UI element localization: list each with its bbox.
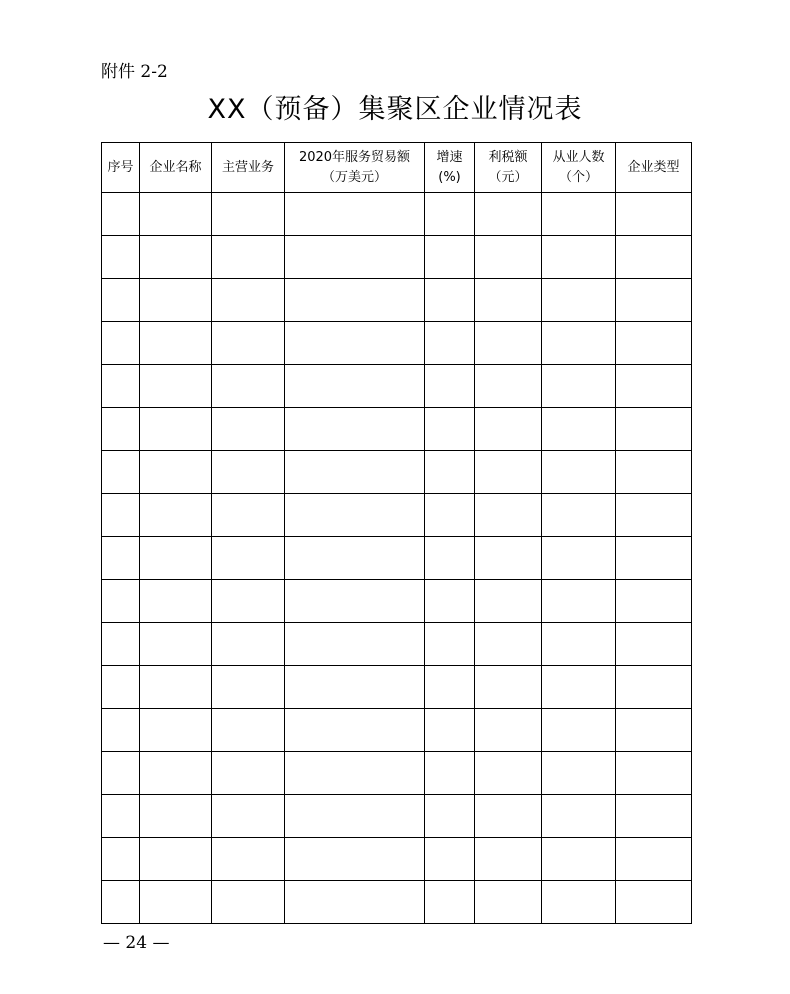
table-cell[interactable] [212,623,285,666]
table-cell[interactable] [285,365,425,408]
table-cell[interactable] [212,322,285,365]
table-cell[interactable] [102,279,140,322]
table-row [102,709,692,752]
table-cell[interactable] [616,623,692,666]
company-info-table [101,142,692,924]
table-cell[interactable] [616,322,692,365]
table-cell[interactable] [616,236,692,279]
table-cell[interactable] [475,709,542,752]
table-cell[interactable] [102,752,140,795]
table-cell[interactable] [542,537,616,580]
table-cell[interactable] [542,494,616,537]
column-header-employee-count: 从业人数 （个） [542,143,616,193]
table-row [102,494,692,537]
table-cell[interactable] [425,881,475,924]
table-cell[interactable] [616,795,692,838]
column-header-growth-rate: 增速 (%) [425,143,475,193]
table-cell[interactable] [285,838,425,881]
table-cell[interactable] [542,279,616,322]
page-title: XX（预备）集聚区企业情况表 [207,94,583,125]
table-cell[interactable] [425,838,475,881]
table-cell[interactable] [616,580,692,623]
table-cell[interactable] [285,236,425,279]
table-row [102,881,692,924]
table-cell[interactable] [102,580,140,623]
table-cell[interactable] [140,322,212,365]
table-cell[interactable] [285,494,425,537]
table-cell[interactable] [140,795,212,838]
attachment-label: 附件 2-2 [101,62,168,82]
table-cell[interactable] [102,365,140,408]
table-cell[interactable] [140,236,212,279]
table-cell[interactable] [475,795,542,838]
table-row [102,236,692,279]
table-cell[interactable] [475,881,542,924]
table-cell[interactable] [102,451,140,494]
table-cell[interactable] [102,236,140,279]
table-cell[interactable] [425,709,475,752]
table-cell[interactable] [475,408,542,451]
table-cell[interactable] [102,322,140,365]
table-cell[interactable] [475,236,542,279]
table-cell[interactable] [425,580,475,623]
table-row [102,666,692,709]
table-cell[interactable] [212,236,285,279]
table-cell[interactable] [475,838,542,881]
table-row [102,322,692,365]
table-cell[interactable] [285,408,425,451]
table-cell[interactable] [285,537,425,580]
column-header-main-business: 主营业务 [212,143,285,193]
table-cell[interactable] [140,451,212,494]
table-cell[interactable] [425,451,475,494]
table-cell[interactable] [212,795,285,838]
column-header-profit-tax: 利税额 （元） [475,143,542,193]
table-cell[interactable] [140,838,212,881]
table-cell[interactable] [285,709,425,752]
table-cell[interactable] [102,623,140,666]
table-cell[interactable] [212,709,285,752]
table-cell[interactable] [425,666,475,709]
column-header-company-name: 企业名称 [140,143,212,193]
table-cell[interactable] [616,537,692,580]
table-cell[interactable] [542,365,616,408]
table-cell[interactable] [475,193,542,236]
table-cell[interactable] [212,537,285,580]
table-cell[interactable] [102,795,140,838]
table-cell[interactable] [542,236,616,279]
table-cell[interactable] [425,408,475,451]
table-cell[interactable] [475,494,542,537]
table-cell[interactable] [102,537,140,580]
column-header-serial-number: 序号 [102,143,140,193]
table-cell[interactable] [425,236,475,279]
table-cell[interactable] [475,322,542,365]
table-cell[interactable] [285,623,425,666]
table-cell[interactable] [212,494,285,537]
table-cell[interactable] [212,666,285,709]
table-cell[interactable] [425,322,475,365]
table-cell[interactable] [475,666,542,709]
table-cell[interactable] [212,881,285,924]
table-cell[interactable] [102,666,140,709]
table-cell[interactable] [212,752,285,795]
table-cell[interactable] [616,838,692,881]
table-cell[interactable] [285,666,425,709]
table-cell[interactable] [542,881,616,924]
table-cell[interactable] [616,365,692,408]
table-cell[interactable] [140,494,212,537]
table-cell[interactable] [425,752,475,795]
table-cell[interactable] [140,623,212,666]
table-cell[interactable] [212,408,285,451]
table-cell[interactable] [140,580,212,623]
table-cell[interactable] [542,193,616,236]
table-cell[interactable] [140,881,212,924]
table-cell[interactable] [475,752,542,795]
table-cell[interactable] [102,494,140,537]
table-cell[interactable] [285,451,425,494]
table-row [102,279,692,322]
table-cell[interactable] [542,752,616,795]
table-cell[interactable] [475,580,542,623]
table-cell[interactable] [285,279,425,322]
table-cell[interactable] [475,537,542,580]
table-cell[interactable] [616,666,692,709]
table-cell[interactable] [616,752,692,795]
table-cell[interactable] [616,881,692,924]
table-header-row [102,143,692,193]
table-row [102,451,692,494]
table-cell[interactable] [542,795,616,838]
table-cell[interactable] [140,709,212,752]
table-row [102,365,692,408]
table-cell[interactable] [616,494,692,537]
table-cell[interactable] [212,838,285,881]
table-cell[interactable] [425,279,475,322]
column-header-trade-volume: 2020年服务贸易额 （万美元） [285,143,425,193]
table-cell[interactable] [475,623,542,666]
table-cell[interactable] [475,451,542,494]
table-cell[interactable] [140,666,212,709]
table-row [102,795,692,838]
table-cell[interactable] [542,623,616,666]
table-cell[interactable] [140,193,212,236]
table-cell[interactable] [542,322,616,365]
table-cell[interactable] [212,193,285,236]
table-cell[interactable] [285,881,425,924]
table-cell[interactable] [285,795,425,838]
table-cell[interactable] [140,752,212,795]
table-cell[interactable] [425,795,475,838]
table-cell[interactable] [542,838,616,881]
table-cell[interactable] [542,408,616,451]
table-cell[interactable] [542,451,616,494]
table-cell[interactable] [285,752,425,795]
table-cell[interactable] [616,279,692,322]
table-row [102,838,692,881]
table-cell[interactable] [285,193,425,236]
table-cell[interactable] [616,193,692,236]
table-cell[interactable] [140,279,212,322]
table-cell[interactable] [102,709,140,752]
table-cell[interactable] [212,580,285,623]
table-cell[interactable] [425,623,475,666]
table-cell[interactable] [542,666,616,709]
table-cell[interactable] [616,451,692,494]
table-cell[interactable] [212,451,285,494]
table-cell[interactable] [140,365,212,408]
table-cell[interactable] [102,881,140,924]
table-cell[interactable] [285,322,425,365]
table-cell[interactable] [102,408,140,451]
table-cell[interactable] [425,365,475,408]
table-cell[interactable] [140,537,212,580]
table-cell[interactable] [616,408,692,451]
table-row [102,623,692,666]
table-cell[interactable] [616,709,692,752]
table-row [102,193,692,236]
table-body [102,193,692,924]
table-cell[interactable] [542,580,616,623]
table-cell[interactable] [425,193,475,236]
table-cell[interactable] [212,279,285,322]
table-cell[interactable] [102,838,140,881]
table-cell[interactable] [475,279,542,322]
column-header-company-type: 企业类型 [616,143,692,193]
table-cell[interactable] [425,537,475,580]
table-cell[interactable] [285,580,425,623]
table-cell[interactable] [475,365,542,408]
table-cell[interactable] [140,408,212,451]
table-cell[interactable] [542,709,616,752]
table-row [102,408,692,451]
table-row [102,752,692,795]
table-cell[interactable] [212,365,285,408]
page-number: — 24 — [103,933,170,953]
table-row [102,537,692,580]
table-cell[interactable] [425,494,475,537]
table-cell[interactable] [102,193,140,236]
table-row [102,580,692,623]
